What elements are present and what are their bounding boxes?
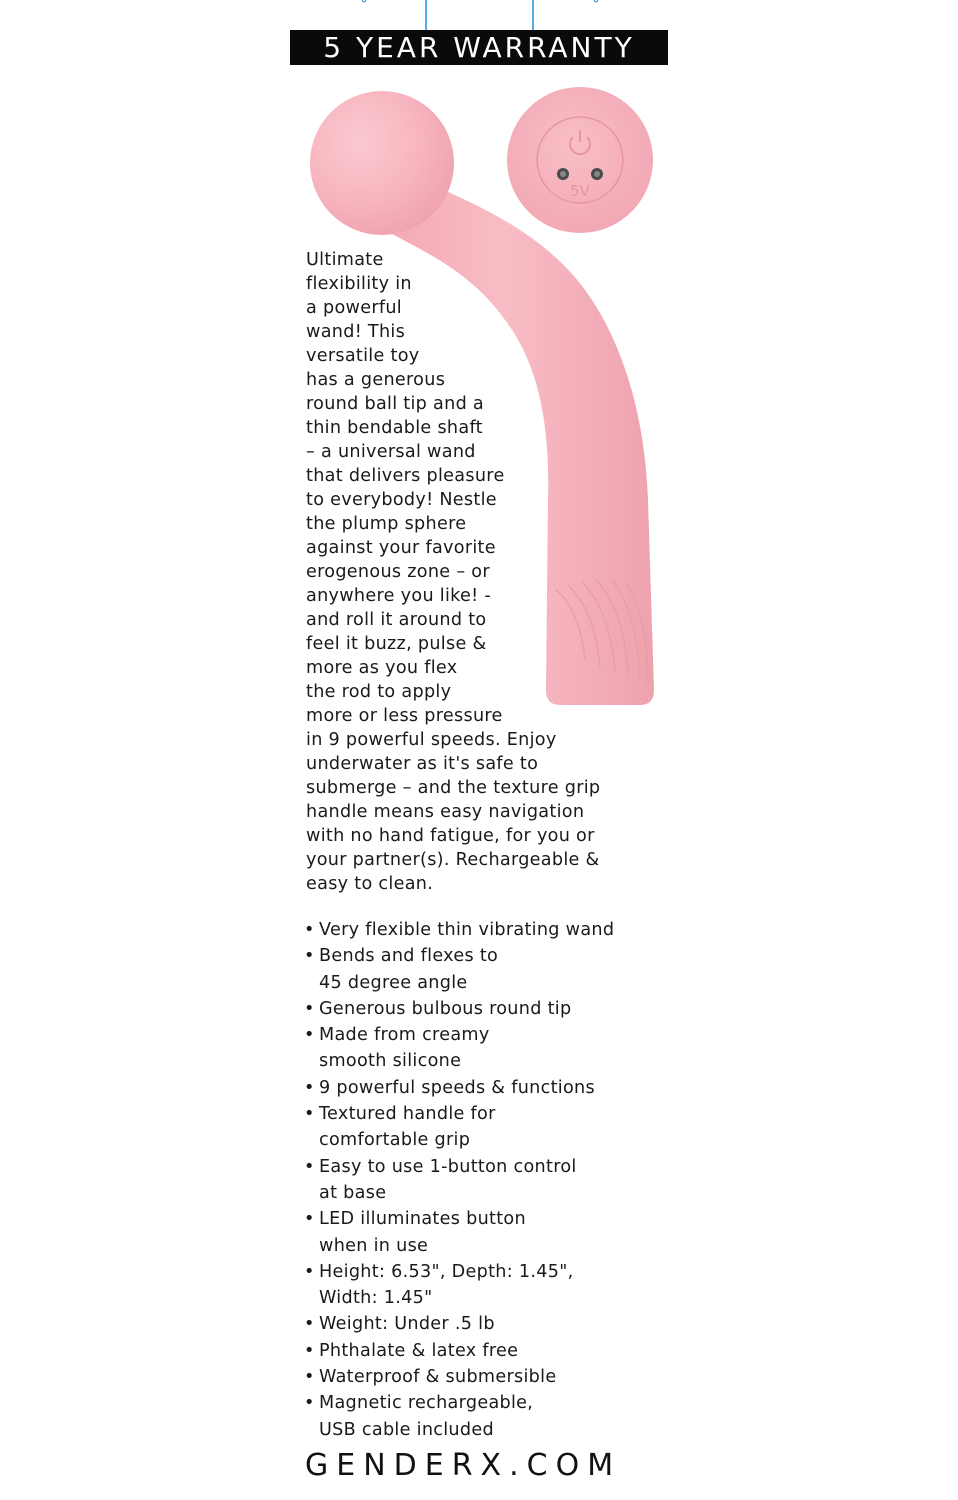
description-line: more as you flex (306, 658, 458, 678)
description-line: – a universal wand (306, 442, 476, 462)
feature-list (304, 917, 684, 1443)
feature-text: Made from creamy (319, 1025, 490, 1046)
feature-text: Height: 6.53", Depth: 1.45", (319, 1261, 574, 1282)
website-url-text: GENDERX.COM (305, 1448, 622, 1483)
bullet-icon: • (304, 1367, 315, 1388)
description-line: your partner(s). Rechargeable & (306, 850, 600, 870)
feature-text: comfortable grip (319, 1130, 471, 1151)
feature-item (304, 1390, 684, 1443)
product-description (306, 248, 666, 896)
description-line: more or less pressure (306, 706, 503, 726)
feature-text: Phthalate & latex free (319, 1340, 519, 1361)
feature-text: at base (319, 1182, 387, 1203)
description-line: Ultimate (306, 250, 384, 270)
feature-text: Waterproof & submersible (319, 1367, 557, 1388)
description-line: round ball tip and a (306, 394, 485, 414)
bullet-icon: • (304, 1209, 315, 1230)
description-line: in 9 powerful speeds. Enjoy (306, 730, 557, 750)
feature-item (304, 1022, 684, 1075)
description-line: submerge – and the texture grip (306, 778, 601, 798)
feature-item (304, 1154, 684, 1207)
feature-text: Very flexible thin vibrating wand (319, 920, 615, 940)
feature-item (304, 996, 684, 1022)
bullet-icon: • (304, 1314, 315, 1335)
feature-text: 45 degree angle (319, 972, 468, 993)
feature-item (304, 1101, 684, 1154)
description-line: with no hand fatigue, for you or (306, 826, 595, 846)
bullet-icon: • (304, 946, 315, 967)
description-line: underwater as it's safe to (306, 754, 539, 774)
bullet-icon: • (304, 1261, 315, 1282)
feature-text: Bends and flexes to (319, 946, 499, 967)
feature-text: Textured handle for (319, 1104, 496, 1125)
website-url (305, 1448, 665, 1483)
feature-text: smooth silicone (319, 1051, 462, 1072)
bullet-icon: • (304, 998, 315, 1019)
bullet-icon: • (304, 1077, 315, 1098)
bullet-icon: • (304, 1156, 315, 1177)
feature-text: LED illuminates button (319, 1209, 526, 1230)
description-line: erogenous zone – or (306, 562, 490, 582)
feature-text: 9 powerful speeds & functions (319, 1077, 595, 1098)
warranty-banner (290, 30, 668, 65)
feature-text: Width: 1.45" (319, 1288, 433, 1309)
bullet-icon: • (304, 1025, 315, 1046)
feature-text: Generous bulbous round tip (319, 998, 572, 1019)
feature-text: USB cable included (319, 1419, 494, 1440)
description-line: the plump sphere (306, 514, 467, 534)
description-line: against your favorite (306, 538, 496, 558)
description-line: the rod to apply (306, 682, 452, 702)
description-line: anywhere you like! - (306, 586, 492, 606)
description-line: easy to clean. (306, 874, 434, 894)
description-line: flexibility in (306, 274, 412, 294)
bullet-icon: • (304, 1340, 315, 1361)
bullet-icon: • (304, 1393, 315, 1414)
feature-item (304, 1311, 684, 1337)
description-line: thin bendable shaft (306, 418, 483, 438)
description-line: wand! This (306, 322, 406, 342)
description-line: that delivers pleasure (306, 466, 505, 486)
charging-base-icon (507, 87, 653, 233)
feature-item (304, 1206, 684, 1259)
feature-item (304, 1075, 684, 1101)
feature-text: when in use (319, 1235, 429, 1256)
description-line: versatile toy (306, 346, 420, 366)
warranty-banner-title: 5 YEAR WARRANTY (323, 31, 635, 64)
bullet-icon: • (304, 920, 315, 940)
bullet-icon: • (304, 1104, 315, 1125)
description-line: a powerful (306, 298, 402, 318)
feature-item (304, 943, 684, 996)
description-line: to everybody! Nestle (306, 490, 497, 510)
feature-item (304, 1259, 684, 1312)
feature-item (304, 917, 684, 943)
base-voltage-label: 5V (570, 182, 590, 200)
feature-item (304, 1364, 684, 1390)
feature-text: Magnetic rechargeable, (319, 1393, 534, 1414)
description-line: and roll it around to (306, 610, 487, 630)
feature-item (304, 1338, 684, 1364)
feature-text: Easy to use 1-button control (319, 1156, 577, 1177)
feature-text: Weight: Under .5 lb (319, 1314, 495, 1335)
description-line: handle means easy navigation (306, 802, 585, 822)
description-line: has a generous (306, 370, 446, 390)
description-line: feel it buzz, pulse & (306, 634, 487, 654)
